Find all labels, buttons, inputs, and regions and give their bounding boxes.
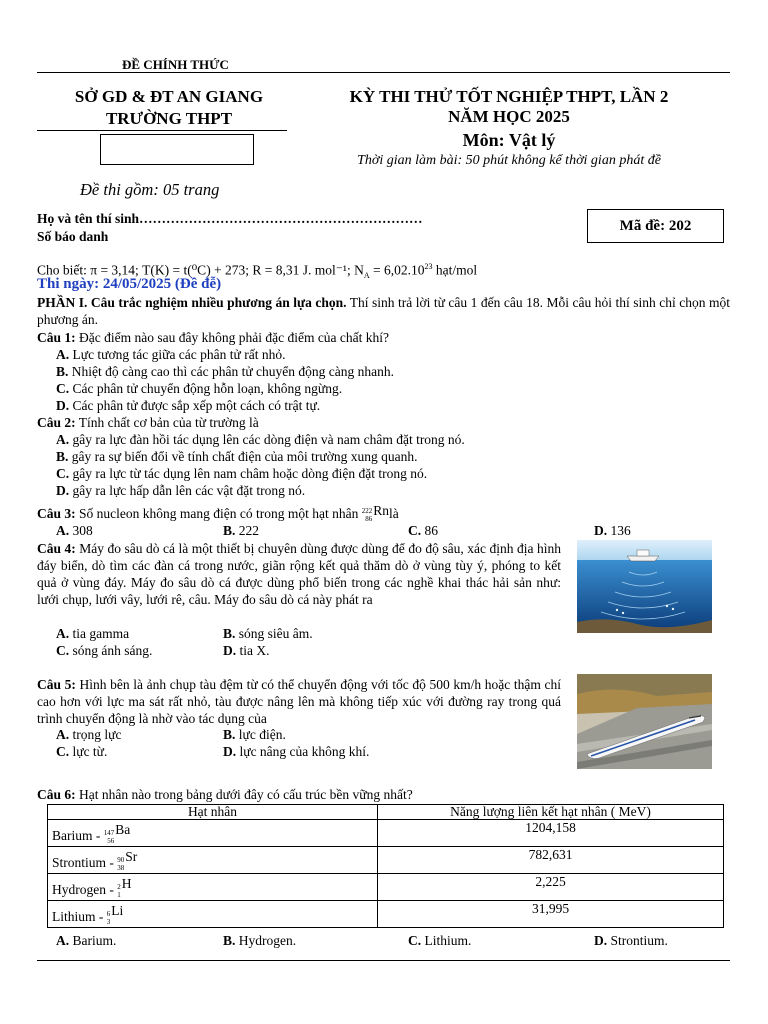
q3-option-d: D. 136 <box>594 523 631 538</box>
q5-option-c: C. lực từ. <box>56 744 108 759</box>
q6-option-a: A. Barium. <box>56 933 117 948</box>
q6-stem: Câu 6: Hạt nhân nào trong bảng dưới đây có cấu trúc bền vững nhất? <box>37 787 413 802</box>
nucleus-cell: Barium - 147 56 Ba <box>48 820 378 847</box>
sonar-fishfinder-image <box>577 540 712 633</box>
constants-line: Cho biết: π = 3,14; T(K) = t(⁰C) + 273; R = 8,31 J. mol⁻¹; $N_A = 6,02.10^{23}$ hạt/mol <box>37 262 478 281</box>
q3-option-c: C. 86 <box>408 523 438 538</box>
exam-year: NĂM HỌC 2025 <box>448 107 570 126</box>
q6-option-d: D. Strontium. <box>594 933 668 948</box>
q4-option-a: A. tia gamma <box>56 626 130 641</box>
q1-option-d: D. Các phân tử được sắp xếp một cách có trật tự. <box>56 398 321 413</box>
q2-option-b: B. gây ra sự biến đổi về tính chất điện của môi trường xung quanh. <box>56 449 418 464</box>
top-divider <box>37 72 730 73</box>
subject: Môn: Vật lý <box>462 130 556 150</box>
energy-cell: 1204,158 <box>378 820 724 847</box>
q5-stem: Câu 5: Hình bên là ảnh chụp tàu đệm từ có thể chuyển động với tốc độ 500 km/h hoặc thậm chí cao hơn với lực ma sát rất nhỏ, tàu được nâng lên mà không tiếp xúc với đường ray trong quá trình chuyển động là nhờ vào tác dụng của <box>37 677 561 726</box>
q3-nucleus-symbol: Rn <box>373 503 389 518</box>
q6-option-b: B. Hydrogen. <box>223 933 297 948</box>
q3-nucleus-numbers: 222 86 <box>361 506 373 523</box>
school-name: TRƯỜNG THPT <box>105 109 233 128</box>
q4-option-c: C. sóng ánh sáng. <box>56 643 153 658</box>
maglev-train-image <box>577 674 712 769</box>
q1-stem: Câu 1: Đặc điểm nào sau đây không phải đặc điểm của chất khí? <box>37 330 390 345</box>
q1-option-a: A. Lực tương tác giữa các phân tử rất nhỏ. <box>56 347 286 362</box>
energy-cell: 31,995 <box>378 901 724 928</box>
q2-option-a: A. gây ra lực đàn hồi tác dụng lên các dòng điện và nam châm đặt trong nó. <box>56 432 465 447</box>
part1-heading: PHẦN I. Câu trắc nghiệm nhiều phương án lựa chọn. Thí sinh trả lời từ câu 1 đến câu 18. Mỗi câu hỏi thí sinh chỉ chọn một phương án. <box>37 295 730 327</box>
q4-option-d: D. tia X. <box>223 643 270 658</box>
q1-option-b: B. Nhiệt độ càng cao thì các phân tử chuyển động càng nhanh. <box>56 364 394 379</box>
nucleus-table <box>47 804 724 928</box>
pages-note: Đề thi gồm: 05 trang <box>80 180 220 199</box>
nucleus-cell: Hydrogen - 2 1 H <box>48 874 378 901</box>
energy-cell: 2,225 <box>378 874 724 901</box>
school-underline <box>37 130 287 131</box>
q4-option-b: B. sóng siêu âm. <box>223 626 313 641</box>
q2-option-d: D. gây ra lực hấp dẫn lên các vật đặt trong nó. <box>56 483 306 498</box>
exam-date: Thi ngày: 24/05/2025 (Đề đễ) <box>37 276 222 292</box>
energy-cell: 782,631 <box>378 847 724 874</box>
q5-option-a: A. trọng lực <box>56 727 122 742</box>
col-header-energy: Năng lượng liên kết hạt nhân ( MeV) <box>378 805 724 820</box>
q3-option-b: B. 222 <box>223 523 260 538</box>
q1-option-c: C. Các phân tử chuyển động hỗn loạn, không ngừng. <box>56 381 343 396</box>
q6-option-c: C. Lithium. <box>408 933 472 948</box>
q3-option-a: A. 308 <box>56 523 93 538</box>
q4-stem: Câu 4: Máy đo sâu dò cá là một thiết bị chuyên dùng được dùng để đo độ sâu, xác định địa hình đáy biển, dò tìm các đàn cá trong nước, giãn rộng kết quả thăm dò ở vùng tùy ý, phóng to kết quả ở vùng đáy. Máy đo sâu dò cá được dùng phổ biến trong các nghề khai thác hải sản như: lưới chụp, lưới vây, lưới rê, câu. Máy đo sâu dò cá này phát ra <box>37 541 561 607</box>
nucleus-cell: Lithium - 6 3 Li <box>48 901 378 928</box>
school-box <box>100 134 254 165</box>
q2-stem: Câu 2: Tính chất cơ bản của từ trường là <box>37 415 259 430</box>
q5-option-b: B. lực điện. <box>223 727 286 742</box>
candidate-name: Họ và tên thí sinh……………………………………………………… <box>37 211 423 226</box>
nucleus-cell: Strontium - 90 38 Sr <box>48 847 378 874</box>
official-label: ĐỀ CHÍNH THỨC <box>122 57 229 72</box>
dept-name: SỞ GD & ĐT AN GIANG <box>74 87 264 106</box>
table-row <box>48 820 724 847</box>
exam-title: KỲ THI THỬ TỐT NGHIỆP THPT, LẦN 2 <box>349 87 669 106</box>
exam-code: Mã đề: 202 <box>587 209 724 243</box>
q3-stem: Câu 3: Số nucleon không mang điện có trong một hạt nhân 222 86 Rnlà <box>37 503 399 523</box>
q5-option-d: D. lực nâng của không khí. <box>223 744 370 759</box>
table-row <box>48 874 724 901</box>
q2-option-c: C. gây ra lực từ tác dụng lên nam châm hoặc dòng điện đặt trong nó. <box>56 466 428 481</box>
candidate-number: Số báo danh <box>37 229 109 244</box>
col-header-nucleus: Hạt nhân <box>48 805 378 820</box>
time-note: Thời gian làm bài: 50 phút không kể thời gian phát đề <box>357 153 661 168</box>
table-row <box>48 847 724 874</box>
table-header-row <box>48 805 724 820</box>
table-row <box>48 901 724 928</box>
bottom-divider <box>37 960 730 961</box>
